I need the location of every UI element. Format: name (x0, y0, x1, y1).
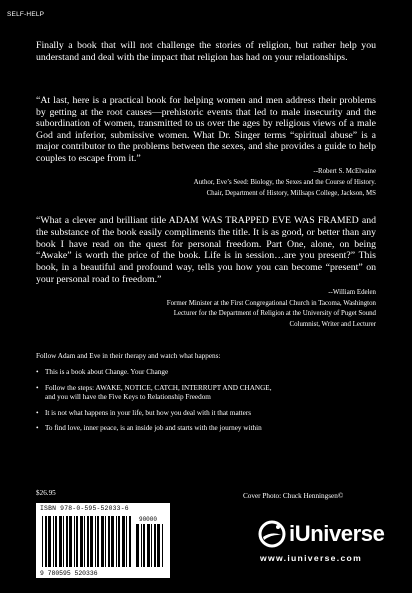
list-item-text: To find love, inner peace, is an inside job and starts with the journey within (45, 424, 262, 432)
attribution-name: --William Edelen (328, 289, 376, 296)
attribution-line: Former Minister at the First Congregational Church in Tacoma, Washington (166, 299, 376, 307)
endorsement-attribution-2 (36, 288, 376, 331)
barcode-bar (66, 516, 68, 567)
barcode-bar (42, 516, 43, 567)
barcode-bar (111, 516, 114, 567)
publisher-url: www.iuniverse.com (260, 553, 363, 563)
barcode-bar (129, 516, 131, 567)
barcode-bar (136, 524, 139, 567)
list-intro: Follow Adam and Eve in their therapy and watch what happens: (36, 352, 221, 360)
barcode-bar (97, 516, 99, 567)
publisher-name: iUniverse (289, 521, 385, 546)
endorsement-quote-1: “At last, here is a practical book for helping women and men address their problems by getting at the root causes—prehistoric events that led to male insecurity and the subordination of women, transmitted to us over the ages by religious views of a male God and inferior, submissive women. What Dr. Singer terms “spiritual abuse” is a major contributor to the problems between the sexes, and she provides a guide to help couples to escape from it.” (36, 95, 376, 164)
list-item-text: It is not what happens in your life, but how you deal with it that matters (45, 408, 252, 417)
barcode-bar (90, 516, 93, 567)
barcode-bar (69, 516, 72, 567)
barcode-bar (53, 516, 54, 567)
list-item-text: This is a book about Change. Your Change (45, 368, 169, 376)
barcode-bar (157, 524, 160, 567)
attribution-line: Author, Eve’s Seed: Biology, the Sexes and the Course of History. (193, 178, 376, 186)
barcode-bar (59, 516, 62, 567)
list-item (36, 424, 366, 434)
barcode-bar (154, 524, 156, 567)
price-label: $26.95 (36, 489, 56, 497)
barcode-bar (87, 516, 89, 567)
barcode-digits: 9 780595 520336 (40, 570, 98, 577)
iuniverse-logo (258, 520, 393, 568)
barcode-bar (74, 516, 75, 567)
barcode-bar (76, 516, 78, 567)
barcode-graphic (40, 515, 166, 577)
barcode-bar (80, 516, 83, 567)
intro-paragraph: Finally a book that will not challenge the stories of religion, but rather help you understand and deal with the impact that religion has had on your relationships. (36, 40, 376, 63)
isbn-label: ISBN 978-0-595-52033-6 (40, 505, 129, 512)
attribution-line: Chair, Department of History, Millsaps College, Jackson, MS (206, 189, 376, 197)
list-item-text: Follow the steps: AWAKE, NOTICE, CATCH, INTERRUPT AND CHANGE, (45, 383, 272, 392)
bullet-icon: • (36, 368, 39, 376)
isbn-barcode (36, 503, 170, 578)
attribution-line: Lecturer for the Department of Religion at the University of Puget Sound (173, 310, 376, 318)
barcode-bar (105, 516, 106, 567)
attribution-line: Columnist, Writer and Lecturer (289, 321, 376, 329)
bullet-icon: • (36, 424, 39, 432)
barcode-bar (63, 516, 64, 567)
list-item (36, 409, 366, 419)
barcode-bar (84, 516, 85, 567)
list-item-text: and you will have the Five Keys to Relationship Freedom (45, 393, 211, 401)
attribution-name: --Robert S. McElvaine (313, 168, 376, 175)
barcode-bar (162, 524, 163, 567)
bullet-icon: • (36, 408, 39, 417)
barcode-bar (126, 516, 127, 567)
barcode-bar (141, 524, 142, 567)
category-label: SELF-HELP (7, 11, 45, 18)
barcode-bar (143, 524, 145, 567)
iuniverse-swirl-icon (258, 520, 286, 548)
barcode-bar (55, 516, 57, 567)
barcode-bar (108, 516, 110, 567)
barcode-bar (101, 516, 104, 567)
barcode-bar (95, 516, 96, 567)
barcode-bar (151, 524, 152, 567)
barcode-bar (118, 516, 120, 567)
cover-photo-credit: Cover Photo: Chuck Henningsen© (243, 492, 344, 500)
endorsement-quote-2: “What a clever and brilliant title ADAM WAS TRAPPED EVE WAS FRAMED and the substance of the book easily compliments the title. It is as good, or better than any book I have read on the quest for personal freedom. Part One, alone, on being “Awake” is worth the price of the book. Life is in session…are you present?” This book, in a beautiful and profound way, tells you how you can become “present” on your personal road to freedom.” (36, 215, 376, 285)
addon-barcode-bars (136, 524, 163, 567)
barcode-bar (48, 516, 51, 567)
list-item (36, 368, 366, 378)
endorsement-attribution-1 (36, 167, 376, 199)
barcode-bar (147, 524, 150, 567)
list-item (36, 384, 366, 403)
main-barcode-bars (42, 516, 131, 567)
barcode-bar (122, 516, 125, 567)
bullet-icon: • (36, 383, 39, 392)
barcode-bar (45, 516, 47, 567)
barcode-bar (116, 516, 117, 567)
key-points-list (36, 368, 366, 440)
addon-digits: 90000 (138, 516, 158, 523)
